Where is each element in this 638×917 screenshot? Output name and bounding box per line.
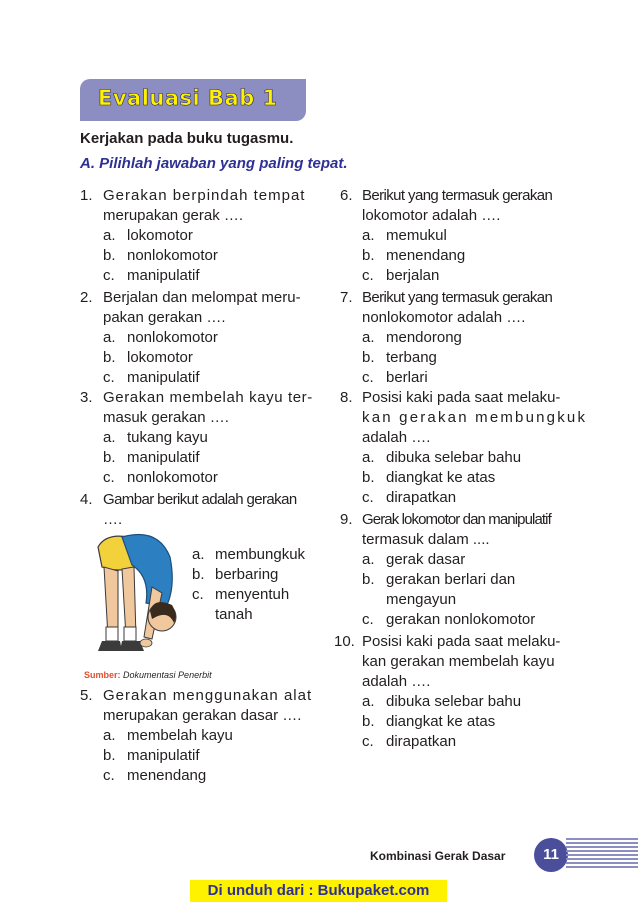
question-number: 4. — [80, 491, 93, 508]
option-b: b. berbaring — [192, 566, 279, 583]
question-text — [103, 288, 333, 328]
option-c: c. berlari — [362, 369, 428, 386]
question-line: nonlokomotor adalah …. — [362, 309, 526, 326]
question-number: 3. — [80, 389, 93, 406]
option-b: b. manipulatif — [103, 449, 200, 466]
option-a: a. membungkuk — [192, 546, 306, 563]
question-line: kan gerakan membungkuk — [362, 409, 588, 426]
question-text — [362, 288, 602, 328]
option-b: b. gerakan berlari dan — [362, 571, 516, 588]
option-b: b. diangkat ke atas — [362, 469, 496, 486]
question-line: adalah …. — [362, 429, 431, 446]
option-c: c. menyentuh — [192, 586, 290, 603]
question-number: 8. — [340, 389, 353, 406]
question-number: 2. — [80, 289, 93, 306]
question-number: 5. — [80, 687, 93, 704]
option-c: c. berjalan — [362, 267, 440, 284]
option-a: a. dibuka selebar bahu — [362, 449, 522, 466]
question-line: lokomotor adalah …. — [362, 207, 501, 224]
section-heading: A. Pilihlah jawaban yang paling tepat. — [80, 155, 348, 172]
option-b: b. lokomotor — [103, 349, 193, 366]
question-line: adalah …. — [362, 673, 431, 690]
question-line: Gerakan berpindah tempat — [103, 187, 306, 204]
question-text — [103, 686, 333, 726]
question-line: masuk gerakan …. — [103, 409, 229, 426]
option-a: a. lokomotor — [103, 227, 193, 244]
question-number: 6. — [340, 187, 353, 204]
question-text — [362, 632, 602, 692]
question-line: Posisi kaki pada saat melaku- — [362, 633, 561, 650]
question-line: merupakan gerak …. — [103, 207, 244, 224]
question-text — [362, 510, 602, 550]
question-number: 10. — [334, 633, 355, 650]
question-line: Gerak lokomotor dan manipulatif — [362, 511, 551, 528]
question-line: Posisi kaki pada saat melaku- — [362, 389, 561, 406]
option-a: a. memukul — [362, 227, 447, 244]
option-b: b. diangkat ke atas — [362, 713, 496, 730]
question-text — [103, 186, 333, 226]
option-c: c. nonlokomotor — [103, 469, 218, 486]
option-c: c. menendang — [103, 767, 207, 784]
option-a: a. dibuka selebar bahu — [362, 693, 522, 710]
question-text — [362, 186, 602, 226]
question-line: Berikut yang termasuk gerakan — [362, 187, 553, 204]
question-line: Gerakan membelah kayu ter- — [103, 389, 313, 406]
option-b: b. nonlokomotor — [103, 247, 218, 264]
question-line: Berjalan dan melompat meru- — [103, 289, 301, 306]
option-a: a. tukang kayu — [103, 429, 208, 446]
image-source: Sumber: Dokumentasi Penerbit — [84, 670, 212, 680]
question-number: 1. — [80, 187, 93, 204]
decorative-stripes — [566, 838, 638, 872]
option-a: a. membelah kayu — [103, 727, 233, 744]
option-a: a. nonlokomotor — [103, 329, 218, 346]
question-line: kan gerakan membelah kayu — [362, 653, 555, 670]
option-b: b. manipulatif — [103, 747, 200, 764]
option-c: c. manipulatif — [103, 369, 200, 386]
question-line: merupakan gerakan dasar …. — [103, 707, 302, 724]
download-banner: Di unduh dari : Bukupaket.com — [190, 880, 447, 902]
page-number: 11 — [534, 838, 568, 872]
question-line: Gerakan menggunakan alat — [103, 687, 313, 704]
question-number: 9. — [340, 511, 353, 528]
question-line: Berikut yang termasuk gerakan — [362, 289, 553, 306]
option-c: c. gerakan nonlokomotor — [362, 611, 536, 628]
question-line: termasuk dalam .... — [362, 531, 490, 548]
option-c-cont: tanah — [215, 606, 253, 623]
question-number: 7. — [340, 289, 353, 306]
bending-child-illustration — [88, 527, 190, 667]
question-text — [362, 388, 602, 448]
question-line: …. — [103, 511, 123, 528]
option-c: c. manipulatif — [103, 267, 200, 284]
question-line: pakan gerakan …. — [103, 309, 226, 326]
option-a: a. gerak dasar — [362, 551, 466, 568]
instruction-text: Kerjakan pada buku tugasmu. — [80, 130, 294, 147]
question-text — [103, 388, 333, 428]
question-text — [103, 490, 333, 530]
page-title: Evaluasi Bab 1 — [98, 86, 278, 110]
option-c: c. dirapatkan — [362, 733, 457, 750]
option-c: c. dirapatkan — [362, 489, 457, 506]
option-a: a. mendorong — [362, 329, 462, 346]
option-b-cont: mengayun — [386, 591, 457, 608]
option-b: b. terbang — [362, 349, 437, 366]
question-line: Gambar berikut adalah gerakan — [103, 491, 297, 508]
book-title: Kombinasi Gerak Dasar — [370, 849, 506, 863]
option-b: b. menendang — [362, 247, 466, 264]
